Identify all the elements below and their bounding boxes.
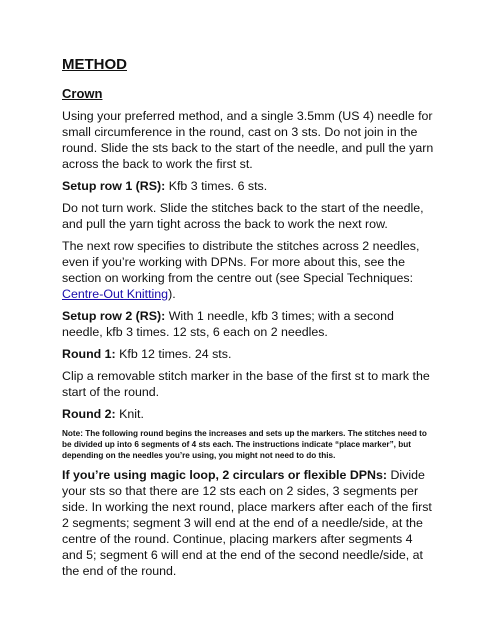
method-heading: METHOD [62,56,127,73]
round-2-text: Knit. [115,407,144,421]
setup-row-2-label: Setup row 2 (RS): [62,309,166,323]
round-1 [62,346,434,362]
magic-loop-label: If you’re using magic loop, 2 circulars or flexible DPNs: [62,468,387,482]
setup-row-2 [62,308,434,340]
magic-loop-text: Divide your sts so that there are 12 sts each on 2 sides, 3 segments per side. In working the next round, place markers after each of the first 2 segments; segment 3 will end at the end of a needle/side, at the centre of the round. Continue, placing markers after segments 4 and 5; segment 6 will end at the end of the second needle/side, at the end of the round. [62,468,432,578]
setup-row-1-text: Kfb 3 times. 6 sts. [165,179,268,193]
setup-row-1 [62,178,434,194]
distribute-paragraph [62,238,434,302]
crown-subheading: Crown [62,86,103,101]
round-2-label: Round 2: [62,407,116,421]
round-1-label: Round 1: [62,347,116,361]
document-page [62,55,434,585]
round-2 [62,406,434,422]
note-paragraph: Note: The following round begins the increases and sets up the markers. The stitches need to be divided up into 6 segments of 4 sts each. The instructions indicate “place marker”, but depending on the needles you’re using, you might not need to do this. [62,429,427,460]
setup-row-1-label: Setup row 1 (RS): [62,179,166,193]
distribute-end: ). [168,287,176,301]
distribute-text: The next row specifies to distribute the stitches across 2 needles, even if you’re working with DPNs. For more about this, see the section on working from the centre out (see Special Techniques: [62,239,420,285]
do-not-turn-paragraph: Do not turn work. Slide the stitches back to the start of the needle, and pull the yarn tight across the back to work the next row. [62,201,424,231]
cast-on-paragraph: Using your preferred method, and a single 3.5mm (US 4) needle for small circumference in the round, cast on 3 sts. Do not join in the round. Slide the sts back to the start of the needle, and pull the yarn across the back to work the first st. [62,109,434,171]
setup-row-2-text: With 1 needle, kfb 3 times; with a second needle, kfb 3 times. 12 sts, 6 each on 2 needles. [62,309,394,339]
round-1-text: Kfb 12 times. 24 sts. [115,347,232,361]
marker-paragraph: Clip a removable stitch marker in the base of the first st to mark the start of the round. [62,369,430,399]
magic-loop-paragraph [62,467,434,579]
centre-out-knitting-link[interactable]: Centre-Out Knitting [62,287,169,301]
